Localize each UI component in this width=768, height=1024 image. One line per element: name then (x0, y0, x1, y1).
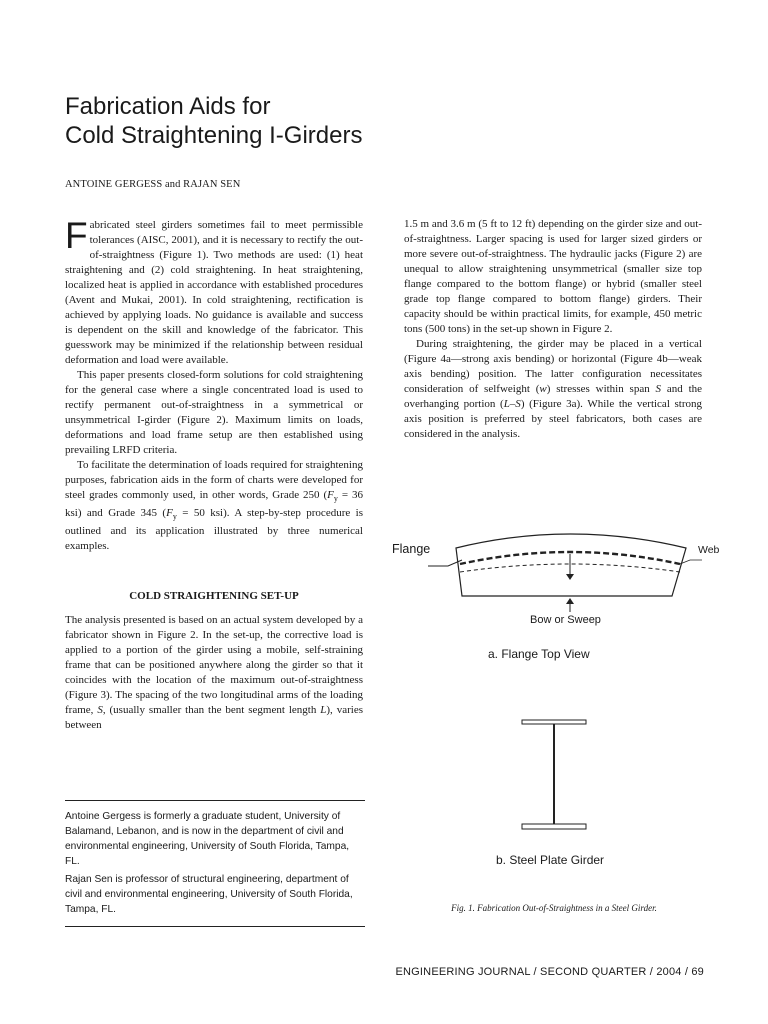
straightening-position-paragraph (404, 337, 702, 442)
flange-leader (428, 560, 462, 566)
top-flange (522, 720, 586, 724)
text-run: The analysis presented is based on an actual system developed by a fabricator shown in Figure 2. In the set-up, the corrective load is applied to a portion of the girder using a mobile, self-straining frame that can be positioned anywhere along the girder so that it coincides with the location of the maximum out-of-straightness (Figure 3). The spacing of the two longitudinal arms of the loading frame, (65, 614, 363, 716)
symbol-w: w (539, 383, 547, 395)
web-leader (680, 560, 702, 564)
text-run: ) (Figure 3a). While the vertical strong axis position is preferred by steel fabricators, both cases are considered in the analysis. (404, 398, 702, 440)
bow-label: Bow or Sweep (530, 614, 601, 626)
left-column (65, 215, 363, 554)
intro-paragraph (65, 215, 363, 368)
text-run: To facilitate the determination of loads required for straightening purposes, fabrication aids in the form of charts were developed for steel grades commonly used, in other words, Grade 250 ( (65, 459, 363, 501)
setup-paragraph (65, 613, 363, 733)
setup-column (65, 613, 363, 733)
section-heading: COLD STRAIGHTENING SET-UP (129, 590, 299, 602)
figure-caption: Fig. 1. Fabrication Out-of-Straightness in a Steel Girder. (451, 903, 657, 913)
drop-cap: F (65, 215, 88, 256)
page-title (65, 92, 485, 150)
flange-outline (456, 534, 686, 596)
right-column (404, 217, 702, 442)
symbol-f: F (327, 489, 334, 501)
journal-footer: ENGINEERING JOURNAL / SECOND QUARTER / 2004 / 69 (395, 966, 704, 978)
web-label: Web (698, 544, 720, 556)
footnote-divider (65, 800, 365, 801)
symbol-f: F (166, 507, 173, 520)
fabrication-aids-paragraph (65, 458, 363, 554)
bottom-flange (522, 824, 586, 829)
author-note-gergess: Antoine Gergess is formerly a graduate student, University of Balamand, Lebanon, and is now in the department of civil and environmental engineering, University of South Florida, Tampa, FL. (65, 811, 350, 867)
subscript-y: y (333, 494, 338, 504)
flange-top-view-caption: a. Flange Top View (488, 647, 590, 661)
text-run: = 50 ksi). A step-by-step procedure is outlined and its application illustrated by three numerical examples. (65, 507, 363, 553)
steel-plate-girder-diagram (480, 708, 630, 838)
authors: ANTOINE GERGESS and RAJAN SEN (65, 179, 241, 190)
bow-arrow-head (566, 598, 574, 604)
text-run: ), varies between (65, 704, 363, 731)
text-run: During straightening, the girder may be placed in a vertical (Figure 4a—strong axis bending) or horizontal (Figure 4b—weak axis bending) position. The latter configuration necessitates consideration of selfweight ( (404, 338, 702, 395)
text-run: ) stresses within span (546, 383, 656, 395)
text-run: = 36 ksi) and Grade 345 ( (65, 489, 363, 520)
flange-label: Flange (392, 542, 431, 556)
intro-text: abricated steel girders sometimes fail to meet permissible tolerances (AISC, 2001), and it is necessary to rectify the out-of-straightness (Figure 1). Two methods are used: (1) heat straightening and (2) cold straightening. In heat straightening, localized heat is applied in accordance with established procedures (Avent and Mukai, 2001). In cold straightening, rectification is achieved by applying loads. No guidance is available and success is dependent on the skill and knowledge of the fabricator. This guesswork may be minimized if the relationship between residual deformation and load were available. (65, 219, 363, 366)
symbol-l-s: L–S (503, 398, 521, 410)
symbol-l: L (320, 704, 327, 716)
subscript-y: y (172, 512, 177, 522)
title-line-1: Fabrication Aids for (65, 93, 271, 120)
sweep-arrow-head (566, 574, 574, 580)
paper-scope-paragraph: This paper presents closed-form solutions for cold straightening for the general case where a single concentrated load is used to rectify permanent out-of-straightness in a symmetrical or unsymmetrical I-girder (Figure 2). Maximum limits on loads, deformations and load frame setup are then established using prevailing LRFD criteria. (65, 369, 363, 456)
text-run: , (usually smaller than the bent segment length (102, 704, 321, 716)
text-run: and the overhanging portion ( (404, 383, 703, 410)
symbol-s: S (97, 704, 103, 716)
title-line-2: Cold Straightening I-Girders (65, 122, 363, 149)
symbol-s: S (655, 383, 662, 395)
author-note-sen: Rajan Sen is professor of structural engineering, department of civil and environmental engineering, University of South Florida, Tampa, FL. (65, 874, 353, 915)
footnote-bottom-divider (65, 926, 365, 927)
jack-paragraph: 1.5 m and 3.6 m (5 ft to 12 ft) depending on the girder size and out-of-straightness. Larger spacing is used for larger sized girders or more severe out-of-straightness. The hydraulic jacks (Figure 2) are unequal to allow straightening unsymmetrical (smaller size top flange compared to the bottom flange) or hybrid (smaller steel grade top flange compared to bottom flange) girders. Their capacity should be within practical limits, for example, 450 metric tons (500 tons) in the set-up shown in Figure 2. (404, 218, 702, 335)
steel-plate-girder-caption: b. Steel Plate Girder (496, 853, 605, 867)
